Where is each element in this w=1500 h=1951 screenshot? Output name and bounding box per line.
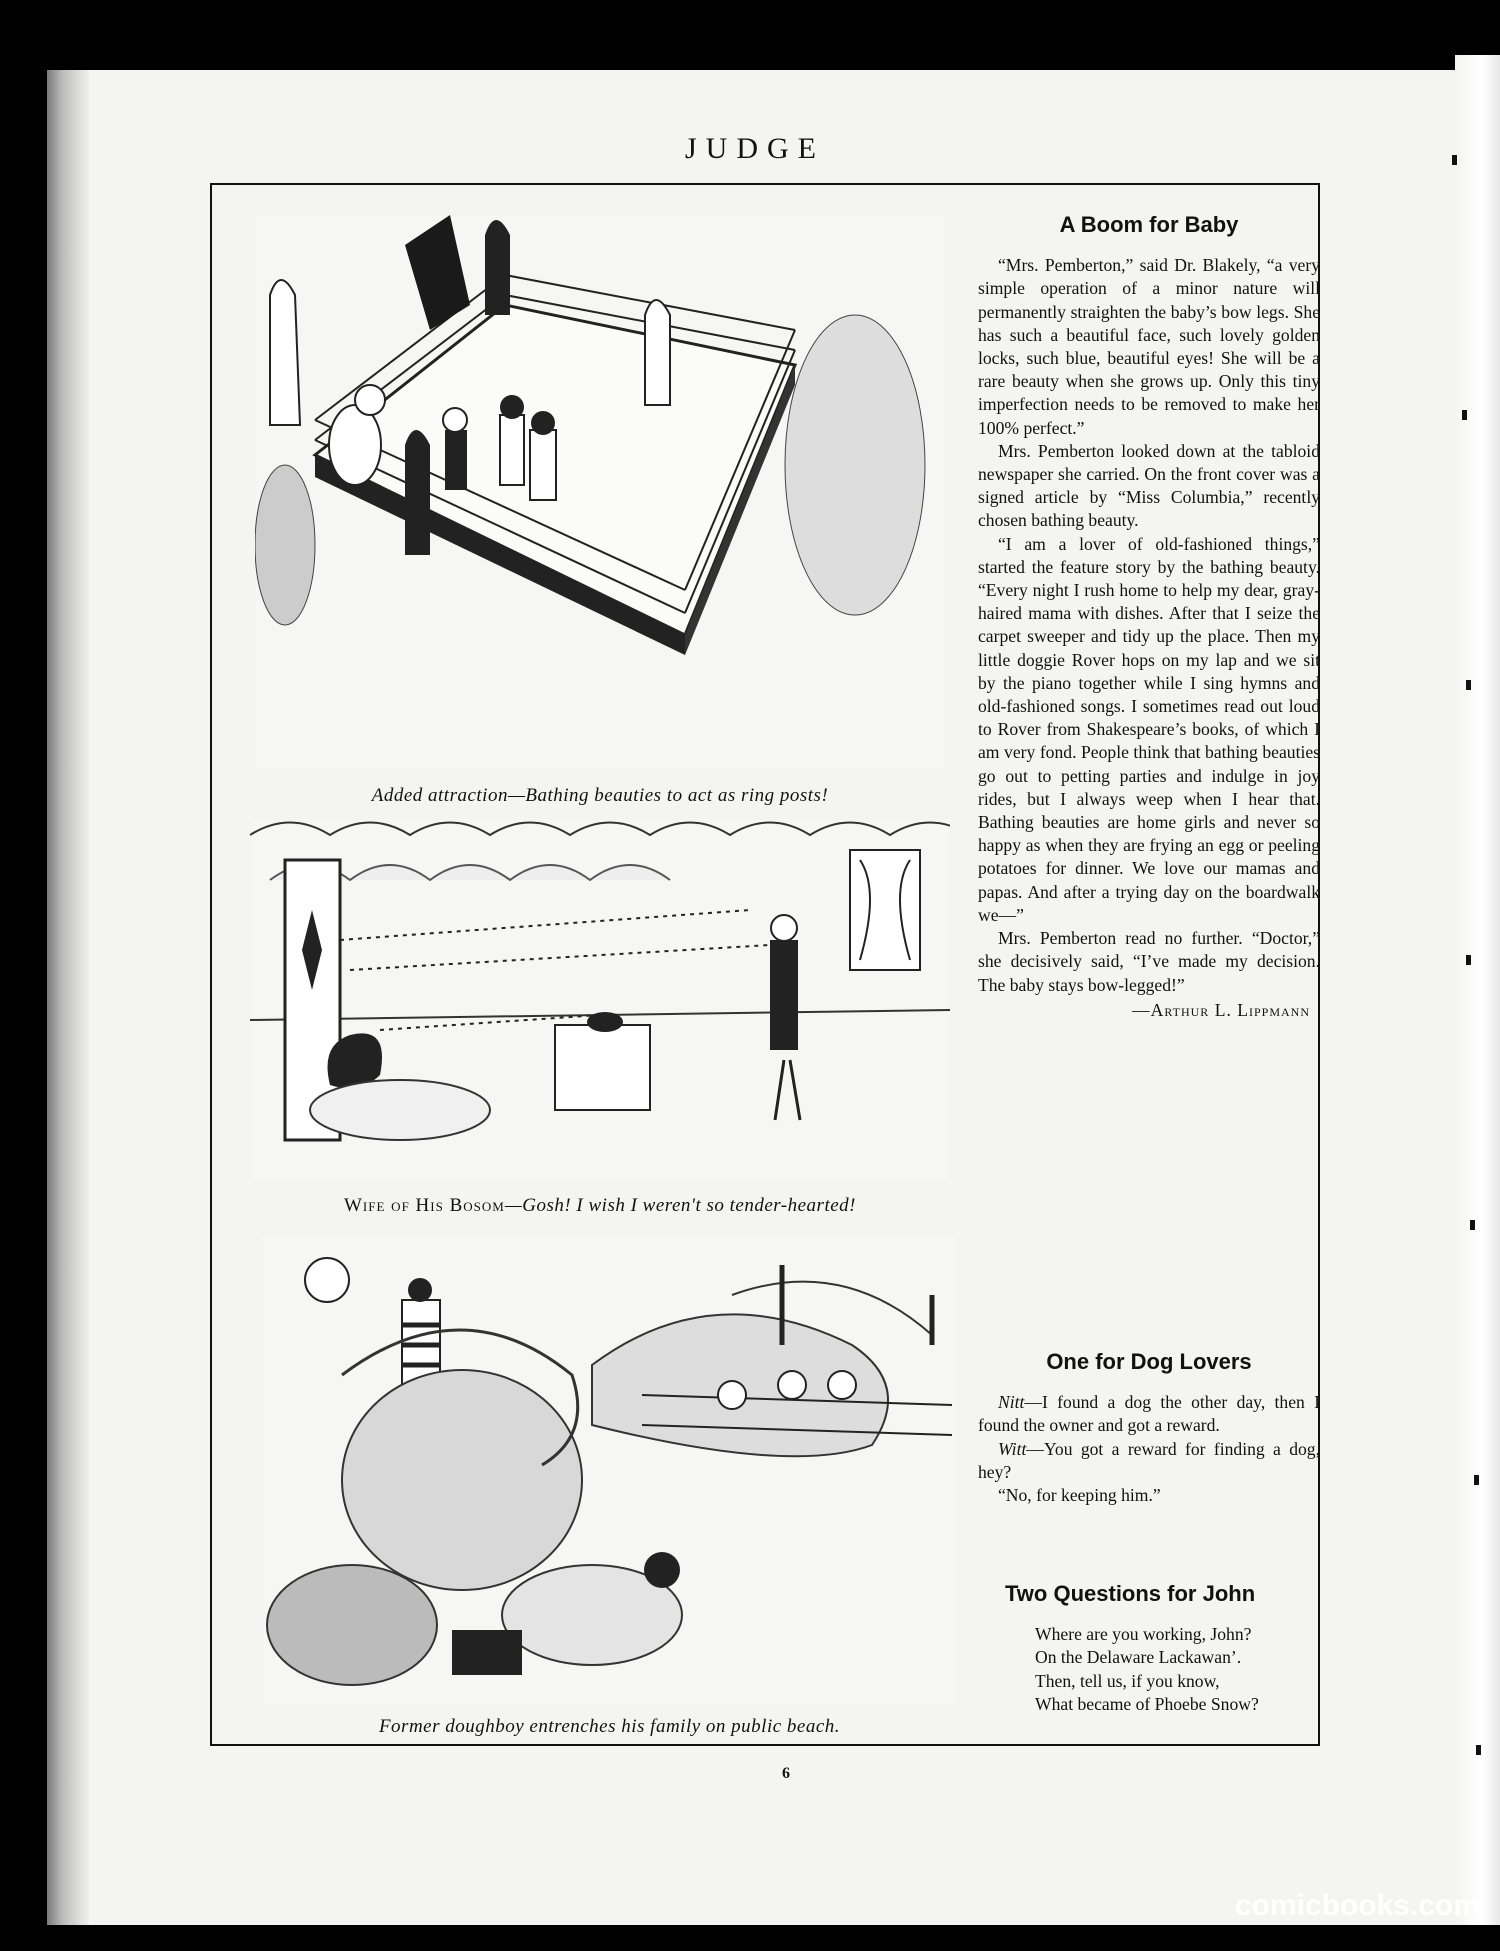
dialogue-line: “No, for keeping him.”: [998, 1485, 1161, 1506]
beach-trench-cartoon: [262, 1235, 957, 1705]
caption-rest: —Gosh! I wish I weren't so tender-hearted!: [504, 1195, 856, 1216]
parlor-shooting-cartoon: [250, 820, 950, 1180]
speaker: Witt: [998, 1438, 1027, 1459]
running-head: JUDGE: [685, 132, 825, 165]
dialogue-line: Nitt—I found a dog the other day, then I found the owner and got a reward.: [978, 1392, 1320, 1436]
story-two-questions-for-john: [1005, 1581, 1325, 1716]
cartoon-2-caption: [250, 1195, 950, 1217]
dialogue-line: Witt—You got a reward for finding a dog, hey?: [978, 1438, 1320, 1482]
story-one-for-dog-lovers: [978, 1350, 1320, 1507]
page-gutter-edge: [47, 70, 89, 1925]
poem-line: What became of Phoebe Snow?: [1035, 1693, 1259, 1714]
story-title: One for Dog Lovers: [1046, 1349, 1252, 1374]
story-byline: —Arthur L. Lippmann: [1132, 999, 1310, 1020]
cartoon-1-caption: Added attraction—Bathing beauties to act as ring posts!: [371, 785, 829, 806]
story-paragraph: “I am a lover of old-fashioned things,” started the feature story by the bathing beauty. “Every night I rush home to help my dear, gray-haired mama with dishes. After that I seize the carpet sweeper and tidy up the place. Then my little doggie Rover hops on my lap and we sit by the piano together while I sing hymns and old-fashioned songs. I sometimes read out loud to Rover from Shakespeare’s books, of which I am very fond. People think that bathing beauties go out to petting parties and indulge in joy rides, but I always weep when I hear that. Bathing beauties are home girls and never so happy as when they are frying an egg or peeling potatoes for dinner. We love our mamas and papas. And after a trying day on the boardwalk we—”: [978, 533, 1320, 925]
speaker: Nitt: [998, 1392, 1025, 1413]
poem-line: On the Delaware Lackawan’.: [1035, 1647, 1242, 1668]
page-number: 6: [782, 1765, 790, 1782]
story-a-boom-for-baby: [978, 213, 1320, 1022]
story-paragraph: “Mrs. Pemberton,” said Dr. Blakely, “a very simple operation of a minor nature will permanently straighten the baby’s bow legs. She has such a beautiful face, such lovely golden locks, such blue, beautiful eyes! She will be a rare beauty when she grows up. Only this tiny imperfection needs to be removed to make her 100% perfect.”: [978, 255, 1320, 438]
caption-lead: Wife of His Bosom: [344, 1195, 505, 1216]
story-title: Two Questions for John: [1005, 1581, 1256, 1606]
poem-line: Then, tell us, if you know,: [1035, 1670, 1220, 1691]
story-title: A Boom for Baby: [1059, 212, 1239, 237]
watermark: comicbooks.com: [1234, 1889, 1480, 1922]
story-paragraph: Mrs. Pemberton read no further. “Doctor,” she decisively said, “I’ve made my decision. The baby stays bow-legged!”: [978, 928, 1320, 995]
facing-page-edge: [1455, 55, 1500, 1925]
boxing-ring-cartoon: [255, 215, 945, 770]
cartoon-3-caption: Former doughboy entrenches his family on public beach.: [378, 1716, 841, 1737]
story-paragraph: Mrs. Pemberton looked down at the tabloid newspaper she carried. On the front cover was a signed article by “Miss Columbia,” recently chosen bathing beauty.: [978, 440, 1320, 531]
poem-line: Where are you working, John?: [1035, 1624, 1252, 1645]
